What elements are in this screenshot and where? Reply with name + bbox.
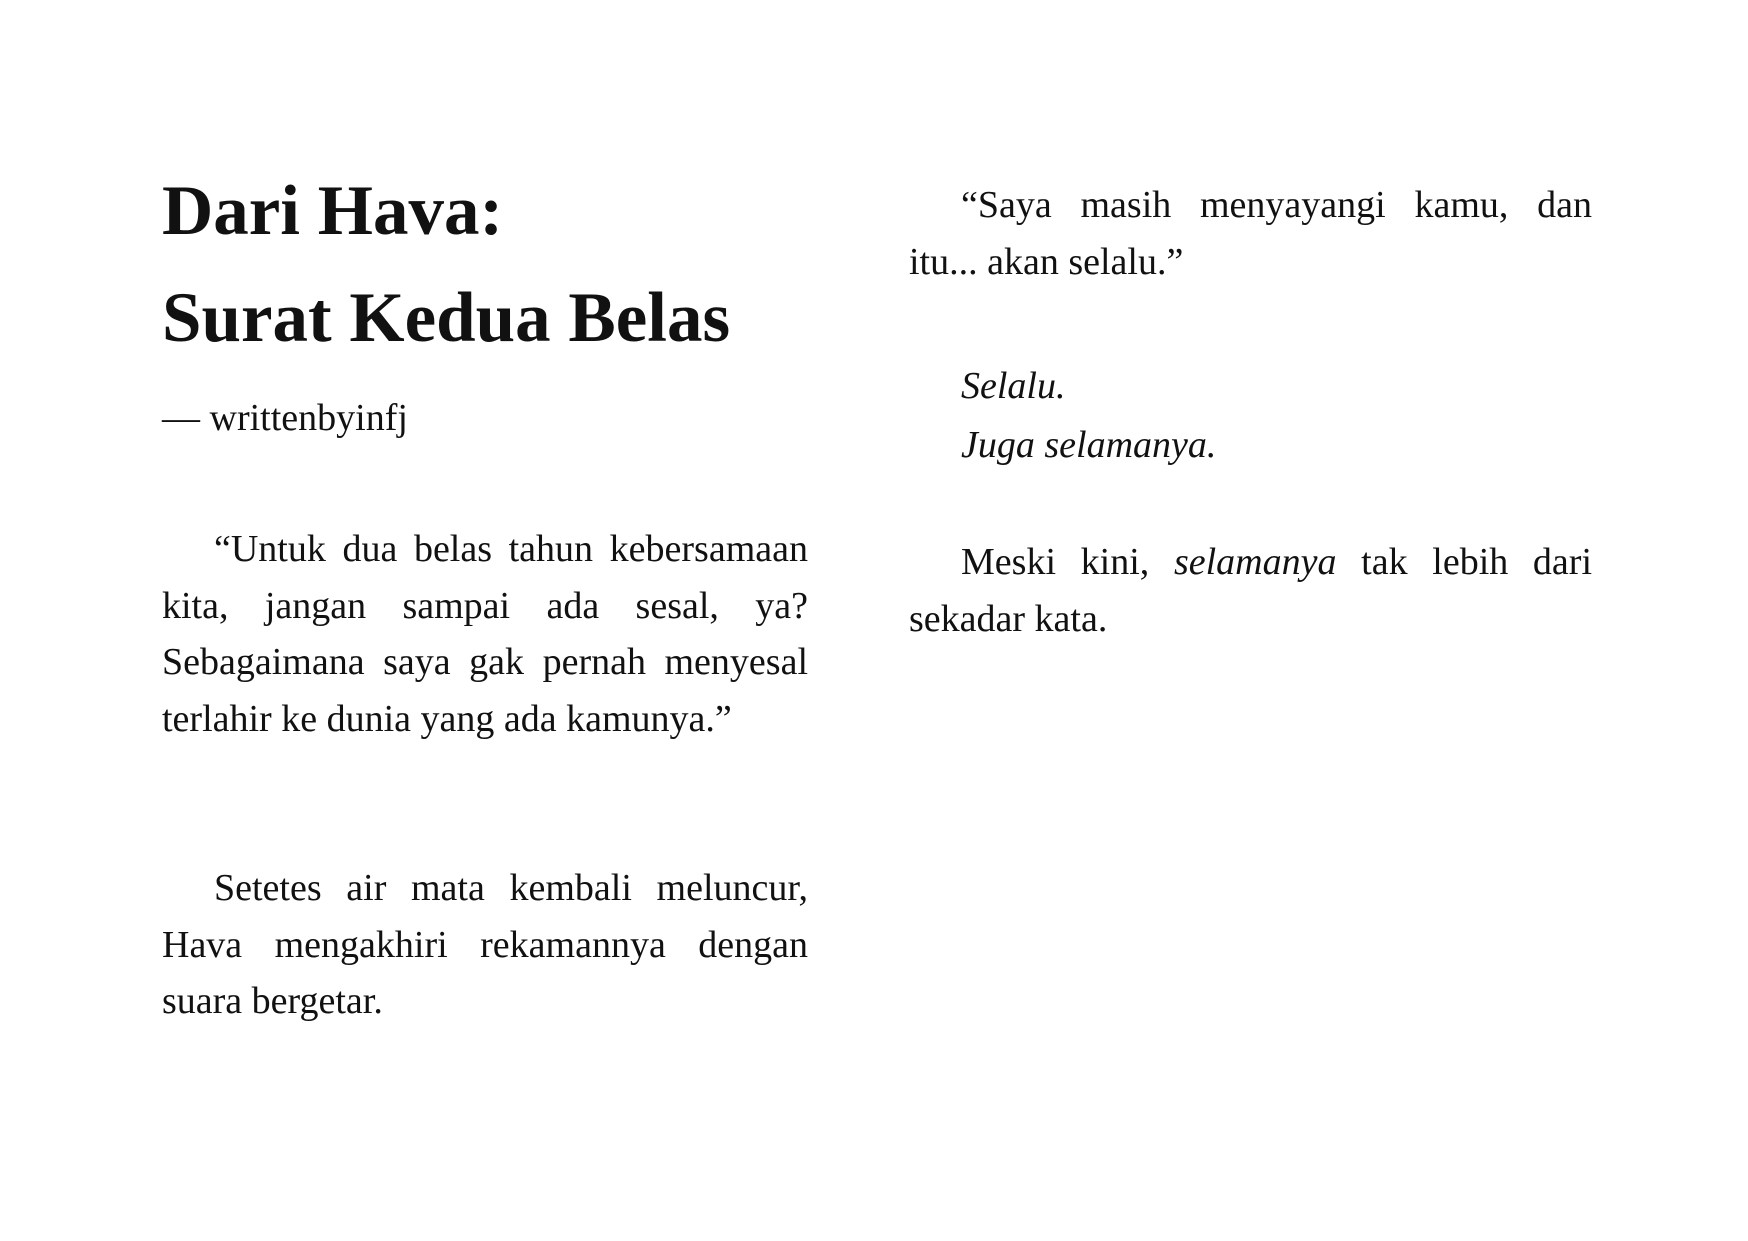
left-paragraph-1: “Untuk dua belas tahun kebersamaan kita, jangan sampai ada sesal, ya? Sebagaimana saya gak pernah menyesal terlahir ke dunia yang ada kamunya.” (162, 528, 808, 740)
right-italic-lines (961, 357, 1216, 475)
left-paragraph-2: Setetes air mata kembali meluncur, Hava mengakhiri rekamannya dengan suara bergetar. (162, 867, 808, 1022)
title-line-2: Surat Kedua Belas (162, 279, 731, 357)
right-paragraph-3 (909, 534, 1592, 647)
paragraph-3-emphasis: selamanya (1173, 541, 1337, 583)
line-juga-selamanya: Juga selamanya. (961, 424, 1217, 466)
line-selalu: Selalu. (961, 365, 1066, 407)
right-paragraph-1: “Saya masih menyayangi kamu, dan itu... akan selalu.” (909, 184, 1592, 283)
page-title (162, 158, 730, 372)
paragraph-3-post: tak lebih dari sekadar kata. (909, 541, 1592, 640)
paragraph-3-pre: Meski kini, (961, 541, 1174, 583)
author-byline: — writtenbyinfj (162, 397, 408, 439)
title-line-1: Dari Hava: (162, 172, 504, 250)
